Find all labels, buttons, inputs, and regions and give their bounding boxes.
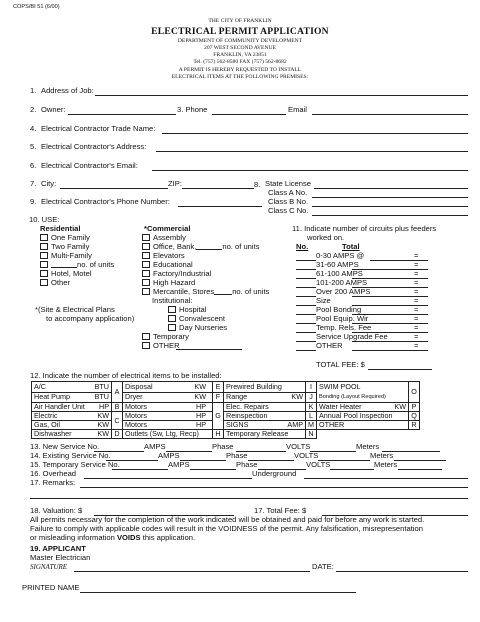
feeder-no-input[interactable] — [296, 296, 316, 297]
trade-name-label: Electrical Contractor Trade Name: — [41, 124, 156, 133]
item-cell[interactable]: Heat Pump BTU — [32, 392, 112, 403]
checkbox-icon — [142, 279, 150, 286]
remarks-input-2[interactable] — [30, 498, 468, 499]
field-number: 6. — [30, 161, 37, 170]
site-note-1: *(Site & Electrical Plans — [35, 305, 115, 314]
request-line-1: A PERMIT IS HEREBY REQUESTED TO INSTALL — [178, 67, 302, 73]
checkbox-day-nurseries[interactable]: Day Nurseries — [168, 324, 227, 333]
item-letter: Q — [409, 412, 420, 421]
items-table — [31, 381, 420, 439]
notice-line-1: All permits necessary for the completion of the work indicated will be obtained and paid for before any work is started. — [30, 515, 425, 524]
equals-sign: = — [414, 305, 419, 314]
signature-input[interactable] — [74, 571, 310, 572]
item-cell[interactable]: Motors HP — [123, 403, 213, 412]
item-cell[interactable]: Temporary Release — [224, 430, 306, 439]
meters-input[interactable] — [398, 469, 442, 470]
phase-label: Phase — [212, 442, 234, 451]
checkbox-hospital[interactable]: Hospital — [168, 306, 206, 315]
field-number: 7. — [30, 179, 37, 188]
volts-label: VOLTS — [306, 460, 331, 469]
phone-label: 3. Phone — [177, 105, 208, 114]
checkbox-icon — [142, 243, 150, 250]
item-letter: G — [213, 403, 224, 430]
feeder-row-label: 31-60 AMPS — [316, 260, 359, 269]
overhead-label: 16. Overhead — [30, 469, 77, 478]
item-cell[interactable]: Range KW — [224, 392, 306, 403]
meters-label: Meters — [356, 442, 380, 451]
checkbox-icon — [142, 261, 150, 268]
equals-sign: = — [414, 314, 419, 323]
checkbox-multi-family[interactable]: Multi-Family — [40, 252, 92, 261]
meters-label: Meters — [374, 460, 398, 469]
item-letter: O — [409, 382, 420, 403]
printed-name-input[interactable] — [80, 592, 356, 593]
feeder-no-input[interactable] — [296, 341, 316, 342]
item-cell[interactable]: Electric KW — [32, 412, 112, 421]
owner-label: Owner: — [41, 105, 66, 114]
feeder-row-label: Size — [316, 296, 331, 305]
item-cell[interactable]: Prewired Building — [224, 382, 306, 393]
master-electrician: Master Electrician — [30, 553, 91, 562]
contractor-email-label: Electrical Contractor's Email: — [41, 161, 138, 170]
zip-label: ZIP: — [168, 179, 182, 188]
amps-label: AMPS — [158, 451, 180, 460]
item-letter: L — [306, 412, 317, 421]
meters-label: Meters — [370, 451, 394, 460]
item-letter: I — [306, 382, 317, 393]
feeder-no-input[interactable] — [296, 323, 316, 324]
amps-label: AMPS — [144, 442, 166, 451]
item-letter: H — [213, 430, 224, 439]
field-number: 4. — [30, 124, 37, 133]
other-input[interactable] — [176, 349, 242, 350]
contractor-phone-input[interactable] — [178, 206, 262, 207]
feeder-no-input[interactable] — [296, 287, 316, 288]
state-license-label: State License — [265, 179, 312, 188]
department: DEPARTMENT OF COMMUNITY DEVELOPMENT — [177, 38, 303, 44]
notice-line-2: Failure to comply with applicable codes will result in the VOIDNESS of the permit. Any falsification, misrepresentation — [30, 524, 423, 533]
feeders-heading: 11. Indicate number of circuits plus feeders — [292, 224, 437, 233]
total-fee-label: TOTAL FEE: $ — [316, 360, 365, 369]
feeder-row-label: Temp. Rels. Fee — [316, 323, 372, 332]
field-number: 1. — [30, 86, 37, 95]
checkbox-icon — [142, 252, 150, 259]
checkbox-two-family[interactable]: Two Family — [40, 243, 89, 252]
item-cell[interactable]: Annual Pool Inspection — [317, 412, 409, 421]
feeder-no-input[interactable] — [296, 269, 316, 270]
volts-label: VOLTS — [294, 451, 319, 460]
state-license-input[interactable] — [314, 188, 468, 189]
equals-sign: = — [414, 260, 419, 269]
city-input[interactable] — [60, 188, 168, 189]
checkbox-one-family[interactable]: One Family — [40, 234, 90, 243]
item-letter: K — [306, 403, 317, 412]
checkbox-icon — [168, 324, 176, 331]
underground-label: Underground — [252, 469, 297, 478]
item-cell[interactable]: Gas, Oil KW — [32, 421, 112, 430]
checkbox-icon — [40, 243, 48, 250]
class-c-label: Class C No. — [268, 206, 309, 215]
class-b-label: Class B No. — [268, 197, 309, 206]
feeder-row-label: OTHER — [316, 341, 343, 350]
checkbox-icon — [168, 306, 176, 313]
item-cell[interactable]: Disposal KW — [123, 382, 213, 393]
feeder-no-input[interactable] — [296, 314, 316, 315]
service-label: 13. New Service No. — [30, 442, 100, 451]
contractor-phone-label: Electrical Contractor's Phone Number: — [41, 197, 170, 206]
feeder-no-input[interactable] — [296, 332, 316, 333]
phone-input[interactable] — [212, 114, 286, 115]
col-total: Total — [342, 242, 360, 251]
item-letter: C — [112, 412, 123, 430]
signature-label: SIGNATURE — [30, 563, 68, 571]
feeder-row-label: Over 200 AMPS — [316, 287, 371, 296]
item-letter: D — [112, 430, 123, 439]
checkbox-icon — [142, 234, 150, 241]
institutional-label: Institutional: — [152, 296, 193, 305]
commercial-heading: *Commercial — [144, 224, 191, 233]
equals-sign: = — [414, 251, 419, 260]
class-a-input[interactable] — [312, 197, 468, 198]
form-title: ELECTRICAL PERMIT APPLICATION — [151, 26, 329, 37]
item-cell[interactable]: Motors HP — [123, 412, 213, 421]
class-c-input[interactable] — [312, 215, 468, 216]
checkbox-elevators[interactable]: Elevators — [142, 252, 185, 261]
checkbox-icon — [40, 234, 48, 241]
equals-sign: = — [414, 332, 419, 341]
request-line-2: ELECTRICAL ITEMS AT THE FOLLOWING PREMISES: — [171, 74, 309, 80]
equals-sign: = — [414, 287, 419, 296]
item-cell[interactable]: Dryer KW — [123, 392, 213, 403]
meters-input[interactable] — [394, 460, 446, 461]
volts-input[interactable] — [330, 469, 374, 470]
trade-name-input[interactable] — [162, 133, 468, 134]
overhead-input[interactable] — [84, 478, 252, 479]
checkbox-icon — [40, 261, 48, 268]
footer-total-fee-label: 17. Total Fee: $ — [254, 506, 307, 515]
item-cell[interactable]: Elec. Repairs — [224, 403, 306, 412]
items-heading: 12. Indicate the number of electrical items to be installed: — [30, 371, 222, 380]
printed-name-label: PRINTED NAME — [22, 583, 80, 592]
remarks-input[interactable] — [80, 487, 468, 488]
feeder-no-input[interactable] — [296, 260, 316, 261]
underground-input[interactable] — [304, 478, 468, 479]
checkbox-icon — [142, 342, 150, 349]
item-cell[interactable]: Reinspection — [224, 412, 306, 421]
total-fee-input[interactable] — [368, 369, 432, 370]
item-cell[interactable]: A/C BTU — [32, 382, 112, 393]
amps-input[interactable] — [190, 469, 236, 470]
checkbox-office-bank[interactable]: Office, Bank, no. of units — [142, 243, 260, 252]
col-no: No. — [296, 242, 309, 251]
item-cell[interactable]: Water Heater KW — [317, 403, 409, 412]
feeder-row-label: 101-200 AMPS — [316, 278, 368, 287]
zip-input[interactable] — [182, 188, 254, 189]
equals-sign: = — [414, 278, 419, 287]
telephone: Tel. (757) 562-8580 FAX (757) 562-8682 — [193, 59, 287, 65]
field-number: 9. — [30, 197, 37, 206]
checkbox-icon — [142, 288, 150, 295]
checkbox-factory[interactable]: Factory/Industrial — [142, 270, 211, 279]
use-label: 10. USE: — [29, 215, 60, 224]
address-job-label: Address of Job: — [41, 86, 94, 95]
checkbox-icon — [142, 333, 150, 340]
email-input[interactable] — [312, 114, 468, 115]
address-job-input[interactable] — [95, 95, 468, 96]
item-letter: M — [306, 421, 317, 430]
checkbox-other-com[interactable]: OTHER — [142, 342, 180, 351]
field-number: 5. — [30, 142, 37, 151]
item-cell[interactable]: Air Handler Unit HP — [32, 403, 112, 412]
item-letter: P — [409, 403, 420, 412]
item-letter: R — [409, 421, 420, 430]
site-note-2: to accompany application) — [46, 314, 135, 323]
city-name: THE CITY OF FRANKLIN — [208, 18, 272, 24]
feeder-no-input[interactable] — [296, 278, 316, 279]
item-cell[interactable]: SIGNS AMP — [224, 421, 306, 430]
owner-input[interactable] — [68, 114, 176, 115]
checkbox-high-hazard[interactable]: High Hazard — [142, 279, 195, 288]
class-a-label: Class A No. — [268, 188, 308, 197]
item-letter: B — [112, 403, 123, 412]
service-label: 15. Temporary Service No. — [30, 460, 120, 469]
feeder-total-input[interactable] — [370, 260, 428, 261]
feeder-row-label: Service Upgrade Fee — [316, 332, 388, 341]
field-number: 2. — [30, 105, 37, 114]
item-cell[interactable]: Dishwasher KW — [32, 430, 112, 439]
feeders-heading-2: worked on. — [307, 233, 345, 242]
checkbox-assembly[interactable]: Assembly — [142, 234, 186, 243]
date-label: DATE: — [312, 562, 334, 571]
phase-label: Phase — [226, 451, 248, 460]
item-cell[interactable]: Motors HP — [123, 421, 213, 430]
checkbox-convalescent[interactable]: Convalescent — [168, 315, 225, 324]
phase-label: Phase — [236, 460, 258, 469]
item-letter: F — [213, 392, 224, 403]
equals-sign: = — [414, 323, 419, 332]
residential-units[interactable]: no. of units — [40, 261, 114, 270]
remarks-label: 17. Remarks: — [30, 478, 76, 487]
notice-line-3: or misleading information VOIDS this application. — [30, 533, 196, 542]
volts-label: VOLTS — [286, 442, 311, 451]
checkbox-icon — [40, 252, 48, 259]
service-no-input[interactable] — [112, 469, 168, 470]
date-input[interactable] — [336, 571, 468, 572]
checkbox-icon — [40, 279, 48, 286]
service-label: 14. Existing Service No. — [30, 451, 111, 460]
checkbox-hotel-motel[interactable]: Hotel, Motel — [40, 270, 92, 279]
feeder-row-label: 0-30 AMPS @ — [316, 251, 365, 260]
contractor-address-input[interactable] — [156, 151, 468, 152]
checkbox-icon — [40, 270, 48, 277]
street-address: 207 WEST SECOND AVENUE — [204, 45, 276, 51]
contractor-address-label: Electrical Contractor's Address: — [41, 142, 147, 151]
checkbox-mercantile[interactable]: Mercantile, Stores no. of units — [142, 288, 269, 297]
email-label: Email — [288, 105, 307, 114]
residential-heading: Residential — [40, 224, 81, 233]
applicant-heading: 19. APPLICANT — [30, 544, 86, 553]
item-cell[interactable]: SWIM POOL Bonding (Layout Required) — [317, 382, 409, 403]
item-letter: J — [306, 392, 317, 403]
checkbox-icon — [142, 270, 150, 277]
item-cell[interactable]: Outlets (Sw, Ltg, Recp) — [123, 430, 213, 439]
item-letter: N — [306, 430, 317, 439]
checkbox-other-res[interactable]: Other — [40, 279, 70, 288]
item-letter: A — [112, 382, 123, 403]
equals-sign: = — [414, 269, 419, 278]
valuation-label: 18. Valuation: $ — [30, 506, 83, 515]
item-cell[interactable]: OTHER — [317, 421, 409, 430]
equals-sign: = — [414, 341, 419, 350]
field-number: 8. — [254, 180, 261, 189]
feeder-row-label: Pool Bonding — [316, 305, 362, 314]
contractor-email-input[interactable] — [152, 170, 468, 171]
feeder-row-label: 61-100 AMPS — [316, 269, 363, 278]
city-state: FRANKLIN, VA 23851 — [213, 52, 267, 58]
item-letter: E — [213, 382, 224, 393]
feeder-no-input[interactable] — [296, 350, 316, 351]
checkbox-temporary[interactable]: Temporary — [142, 333, 189, 342]
checkbox-icon — [168, 315, 176, 322]
amps-label: AMPS — [168, 460, 190, 469]
checkbox-educational[interactable]: Educational — [142, 261, 193, 270]
city-label: City: — [41, 179, 57, 188]
class-b-input[interactable] — [312, 206, 468, 207]
form-code: COPS/BI 51 (6/00) — [13, 4, 60, 10]
equals-sign: = — [414, 296, 419, 305]
feeder-row-label: Pool Equip. Wir — [316, 314, 369, 323]
feeder-no-input[interactable] — [296, 305, 316, 306]
